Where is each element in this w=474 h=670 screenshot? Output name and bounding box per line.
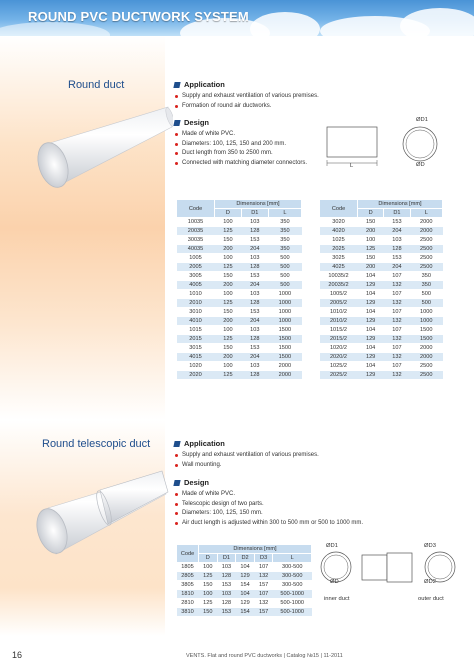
table-cell: 4025 xyxy=(320,263,358,272)
table-cell: 10035/2 xyxy=(320,272,358,281)
table-row xyxy=(177,590,312,599)
header-title: ROUND PVC DUCTWORK SYSTEM xyxy=(28,9,249,24)
diagram-label-d1: ØD1 xyxy=(416,117,428,123)
list-item: Connected with matching diameter connectors. xyxy=(174,159,307,169)
table-cell: 2025/2 xyxy=(320,371,358,380)
table-cell: 150 xyxy=(215,344,242,353)
table-cell: 1005 xyxy=(177,254,215,263)
table-cell: 150 xyxy=(358,218,384,227)
table-cell: 1015/2 xyxy=(320,326,358,335)
table-cell: 200 xyxy=(358,263,384,272)
table-cell: 132 xyxy=(254,599,273,608)
table-cell: 1000 xyxy=(268,308,301,317)
table-row xyxy=(177,335,302,344)
footer-text: VENTS. Flat and round PVC ductworks | Catalog №15 | 11-2011 xyxy=(186,653,343,659)
table-cell: 204 xyxy=(241,353,268,362)
table-cell: 128 xyxy=(241,263,268,272)
table-cell: 1000 xyxy=(268,290,301,299)
table-cell: 1500 xyxy=(268,344,301,353)
table-cell: 2000 xyxy=(268,371,301,380)
tele-application-label: Application xyxy=(184,439,225,448)
table-cell: 100 xyxy=(215,254,242,263)
table-cell: 100 xyxy=(199,590,218,599)
table-row xyxy=(177,371,302,380)
telescopic-duct-pipe-image xyxy=(30,468,170,560)
table-row xyxy=(177,290,302,299)
col-dimensions: Dimensions [mm] xyxy=(215,200,302,209)
round-application-label: Application xyxy=(184,80,225,89)
table-cell: 132 xyxy=(384,353,410,362)
table-cell: 1025 xyxy=(320,236,358,245)
table-cell: 150 xyxy=(215,236,242,245)
table-cell: 3805 xyxy=(177,581,199,590)
table-cell: 125 xyxy=(215,335,242,344)
table-cell: 157 xyxy=(254,581,273,590)
telescopic-duct-table xyxy=(176,544,312,617)
table-cell: 157 xyxy=(254,608,273,617)
col-dimensions: Dimensions [mm] xyxy=(199,545,312,554)
table-cell: 125 xyxy=(358,245,384,254)
table-cell: 154 xyxy=(236,581,255,590)
tele-label-d: ØD xyxy=(330,579,339,585)
table-cell: 125 xyxy=(215,371,242,380)
table-cell: 2500 xyxy=(410,236,442,245)
table-row xyxy=(320,263,443,272)
col-dimensions: Dimensions [mm] xyxy=(358,200,443,209)
section-marker-icon xyxy=(173,441,180,447)
table-cell: 1015 xyxy=(177,326,215,335)
col-l: L xyxy=(273,554,312,563)
table-cell: 10035 xyxy=(177,218,215,227)
table-cell: 132 xyxy=(384,371,410,380)
list-item: Wall mounting. xyxy=(174,461,319,471)
table-row xyxy=(177,281,302,290)
table-row xyxy=(177,245,302,254)
table-row xyxy=(320,317,443,326)
table-row xyxy=(320,281,443,290)
list-item: Telescopic design of two parts. xyxy=(174,500,363,510)
table-cell: 2005/2 xyxy=(320,299,358,308)
table-cell: 4010 xyxy=(177,317,215,326)
table-row xyxy=(320,254,443,263)
table-row xyxy=(177,236,302,245)
table-cell: 128 xyxy=(241,299,268,308)
table-cell: 1000 xyxy=(268,317,301,326)
table-cell: 1805 xyxy=(177,563,199,572)
table-cell: 104 xyxy=(358,362,384,371)
tele-label-d2: ØD2 xyxy=(424,579,436,585)
table-cell: 3005 xyxy=(177,272,215,281)
table-cell: 2010 xyxy=(177,299,215,308)
table-cell: 104 xyxy=(236,563,255,572)
table-cell: 150 xyxy=(358,254,384,263)
table-cell: 3810 xyxy=(177,608,199,617)
table-cell: 500 xyxy=(268,272,301,281)
table-cell: 2000 xyxy=(410,227,442,236)
table-cell: 2015 xyxy=(177,335,215,344)
table-cell: 1005/2 xyxy=(320,290,358,299)
table-cell: 500 xyxy=(268,263,301,272)
round-duct-table-left xyxy=(176,199,302,380)
table-cell: 129 xyxy=(358,317,384,326)
table-cell: 125 xyxy=(215,299,242,308)
table-cell: 150 xyxy=(199,581,218,590)
table-cell: 150 xyxy=(215,308,242,317)
table-cell: 204 xyxy=(384,263,410,272)
telescopic-duct-diagram xyxy=(318,543,460,599)
table-row xyxy=(320,272,443,281)
table-cell: 2000 xyxy=(410,353,442,362)
list-item: Made of white PVC. xyxy=(174,490,363,500)
page-number: 16 xyxy=(12,650,23,660)
table-cell: 2010/2 xyxy=(320,317,358,326)
list-item: Supply and exhaust ventilation of various premises. xyxy=(174,451,319,461)
table-cell: 2500 xyxy=(410,254,442,263)
round-duct-table-right xyxy=(319,199,443,380)
table-cell: 103 xyxy=(241,362,268,371)
table-cell: 2500 xyxy=(410,371,442,380)
table-cell: 107 xyxy=(384,308,410,317)
table-row xyxy=(177,308,302,317)
table-row xyxy=(177,353,302,362)
table-cell: 107 xyxy=(384,272,410,281)
table-cell: 1000 xyxy=(410,317,442,326)
table-cell: 500 xyxy=(268,281,301,290)
table-cell: 20035/2 xyxy=(320,281,358,290)
table-cell: 204 xyxy=(241,281,268,290)
table-cell: 4015 xyxy=(177,353,215,362)
tele-design-label: Design xyxy=(184,478,210,487)
table-cell: 4020 xyxy=(320,227,358,236)
table-cell: 129 xyxy=(358,353,384,362)
table-row xyxy=(320,326,443,335)
col-code: Code xyxy=(177,200,215,218)
table-cell: 100 xyxy=(215,290,242,299)
table-cell: 103 xyxy=(241,218,268,227)
table-cell: 200 xyxy=(215,353,242,362)
table-row xyxy=(177,344,302,353)
table-row xyxy=(177,362,302,371)
table-cell: 1500 xyxy=(268,353,301,362)
table-cell: 350 xyxy=(410,281,442,290)
table-cell: 300-500 xyxy=(273,563,312,572)
table-cell: 128 xyxy=(241,335,268,344)
table-cell: 3010 xyxy=(177,308,215,317)
table-cell: 2500 xyxy=(410,263,442,272)
table-cell: 1020/2 xyxy=(320,344,358,353)
table-row xyxy=(320,227,443,236)
table-cell: 100 xyxy=(215,218,242,227)
table-row xyxy=(320,353,443,362)
table-row xyxy=(177,608,312,617)
round-design-heading xyxy=(174,118,209,127)
list-item: Diameters: 100, 125, 150 and 200 mm. xyxy=(174,140,307,150)
table-cell: 129 xyxy=(358,281,384,290)
list-item: Made of white PVC. xyxy=(174,130,307,140)
table-cell: 132 xyxy=(384,281,410,290)
table-cell: 2810 xyxy=(177,599,199,608)
table-cell: 153 xyxy=(217,608,236,617)
table-cell: 107 xyxy=(254,590,273,599)
table-cell: 107 xyxy=(384,344,410,353)
table-row xyxy=(177,272,302,281)
table-cell: 204 xyxy=(241,245,268,254)
table-cell: 103 xyxy=(217,563,236,572)
table-cell: 153 xyxy=(384,218,410,227)
table-cell: 1010 xyxy=(177,290,215,299)
table-cell: 1500 xyxy=(268,326,301,335)
table-cell: 1810 xyxy=(177,590,199,599)
table-cell: 100 xyxy=(215,362,242,371)
list-item: Air duct length is adjusted within 300 to 500 mm or 500 to 1000 mm. xyxy=(174,519,363,529)
table-cell: 104 xyxy=(358,326,384,335)
col-d: D xyxy=(358,209,384,218)
table-cell: 4005 xyxy=(177,281,215,290)
table-cell: 350 xyxy=(410,272,442,281)
table-cell: 128 xyxy=(384,245,410,254)
table-cell: 350 xyxy=(268,245,301,254)
table-row xyxy=(177,326,302,335)
table-cell: 350 xyxy=(268,236,301,245)
table-cell: 129 xyxy=(358,335,384,344)
table-cell: 40035 xyxy=(177,245,215,254)
round-application-list xyxy=(174,92,319,111)
section-marker-icon xyxy=(173,480,180,486)
section-marker-icon xyxy=(173,120,180,126)
table-cell: 1500 xyxy=(410,326,442,335)
table-row xyxy=(320,290,443,299)
table-cell: 128 xyxy=(241,227,268,236)
round-application-heading xyxy=(174,80,225,89)
table-cell: 500 xyxy=(410,290,442,299)
table-cell: 500 xyxy=(268,254,301,263)
table-cell: 153 xyxy=(241,308,268,317)
table-cell: 128 xyxy=(241,371,268,380)
table-cell: 153 xyxy=(241,344,268,353)
table-cell: 128 xyxy=(217,572,236,581)
tele-design-heading xyxy=(174,478,209,487)
tele-application-list xyxy=(174,451,319,470)
table-cell: 107 xyxy=(384,290,410,299)
table-cell: 204 xyxy=(384,227,410,236)
section-marker-icon xyxy=(173,82,180,88)
table-cell: 200 xyxy=(215,317,242,326)
table-cell: 132 xyxy=(384,335,410,344)
table-row xyxy=(177,572,312,581)
table-cell: 1500 xyxy=(268,335,301,344)
col-d1: D1 xyxy=(241,209,268,218)
tele-application-heading xyxy=(174,439,225,448)
col-code: Code xyxy=(320,200,358,218)
table-cell: 3025 xyxy=(320,254,358,263)
table-cell: 200 xyxy=(358,227,384,236)
table-cell: 500-1000 xyxy=(273,599,312,608)
table-cell: 154 xyxy=(236,608,255,617)
table-cell: 103 xyxy=(241,326,268,335)
diagram-label-l: L xyxy=(350,163,354,169)
telescopic-title: Round telescopic duct xyxy=(42,438,151,450)
round-design-list xyxy=(174,130,307,168)
table-cell: 100 xyxy=(358,236,384,245)
table-cell: 125 xyxy=(215,263,242,272)
table-cell: 2500 xyxy=(410,245,442,254)
table-cell: 350 xyxy=(268,218,301,227)
table-cell: 153 xyxy=(241,272,268,281)
table-cell: 1000 xyxy=(268,299,301,308)
table-cell: 1025/2 xyxy=(320,362,358,371)
table-cell: 103 xyxy=(241,254,268,263)
table-cell: 1020 xyxy=(177,362,215,371)
table-row xyxy=(177,299,302,308)
table-cell: 2000 xyxy=(410,218,442,227)
tele-design-list xyxy=(174,490,363,528)
table-row xyxy=(320,218,443,227)
table-row xyxy=(177,218,302,227)
table-cell: 125 xyxy=(199,599,218,608)
table-cell: 1000 xyxy=(410,308,442,317)
table-cell: 2015/2 xyxy=(320,335,358,344)
list-item: Supply and exhaust ventilation of various premises. xyxy=(174,92,319,102)
table-cell: 3015 xyxy=(177,344,215,353)
table-cell: 100 xyxy=(215,326,242,335)
table-cell: 104 xyxy=(358,308,384,317)
table-cell: 129 xyxy=(358,299,384,308)
table-cell: 2000 xyxy=(410,344,442,353)
table-cell: 153 xyxy=(384,254,410,263)
table-cell: 2025 xyxy=(320,245,358,254)
table-cell: 20035 xyxy=(177,227,215,236)
inner-duct-label: inner duct xyxy=(324,596,350,602)
table-cell: 107 xyxy=(254,563,273,572)
table-cell: 350 xyxy=(268,227,301,236)
table-cell: 129 xyxy=(358,371,384,380)
col-d1: D1 xyxy=(217,554,236,563)
col-d: D xyxy=(215,209,242,218)
table-row xyxy=(320,344,443,353)
table-cell: 104 xyxy=(358,344,384,353)
table-cell: 128 xyxy=(217,599,236,608)
table-cell: 132 xyxy=(384,317,410,326)
round-duct-pipe-image xyxy=(28,105,173,195)
round-design-label: Design xyxy=(184,118,210,127)
table-cell: 132 xyxy=(384,299,410,308)
table-cell: 104 xyxy=(358,272,384,281)
header-banner xyxy=(0,0,474,36)
list-item: Formation of round air ductworks. xyxy=(174,102,319,112)
table-cell: 129 xyxy=(236,599,255,608)
round-duct-title: Round duct xyxy=(68,79,125,91)
table-cell: 1010/2 xyxy=(320,308,358,317)
table-cell: 150 xyxy=(215,272,242,281)
list-item: Duct length from 350 to 2500 mm. xyxy=(174,149,307,159)
tele-label-d3: ØD3 xyxy=(424,543,436,549)
outer-duct-label: outer duct xyxy=(418,596,444,602)
table-row xyxy=(177,227,302,236)
table-cell: 150 xyxy=(199,608,218,617)
table-cell: 2005 xyxy=(177,263,215,272)
table-row xyxy=(320,245,443,254)
col-code: Code xyxy=(177,545,199,563)
table-row xyxy=(320,299,443,308)
table-cell: 300-500 xyxy=(273,581,312,590)
table-row xyxy=(177,599,312,608)
table-cell: 153 xyxy=(241,236,268,245)
table-cell: 100 xyxy=(199,563,218,572)
table-row xyxy=(177,254,302,263)
table-cell: 103 xyxy=(384,236,410,245)
table-row xyxy=(320,308,443,317)
table-cell: 3020 xyxy=(320,218,358,227)
table-row xyxy=(320,335,443,344)
table-cell: 500-1000 xyxy=(273,590,312,599)
list-item: Diameters: 100, 125, 150 mm. xyxy=(174,509,363,519)
table-cell: 132 xyxy=(254,572,273,581)
table-cell: 30035 xyxy=(177,236,215,245)
table-cell: 107 xyxy=(384,326,410,335)
table-cell: 2000 xyxy=(268,362,301,371)
table-cell: 500-1000 xyxy=(273,608,312,617)
table-cell: 200 xyxy=(215,245,242,254)
col-d1: D1 xyxy=(384,209,410,218)
table-cell: 300-500 xyxy=(273,572,312,581)
col-l: L xyxy=(410,209,442,218)
table-cell: 103 xyxy=(241,290,268,299)
table-row xyxy=(177,263,302,272)
tele-label-d1: ØD1 xyxy=(326,543,338,549)
col-l: L xyxy=(268,209,301,218)
table-row xyxy=(320,362,443,371)
col-d: D xyxy=(199,554,218,563)
table-row xyxy=(177,581,312,590)
col-d2: D2 xyxy=(236,554,255,563)
table-cell: 153 xyxy=(217,581,236,590)
table-cell: 107 xyxy=(384,362,410,371)
table-cell: 2805 xyxy=(177,572,199,581)
table-cell: 104 xyxy=(236,590,255,599)
table-row xyxy=(177,317,302,326)
table-cell: 2500 xyxy=(410,362,442,371)
table-cell: 2020 xyxy=(177,371,215,380)
table-cell: 500 xyxy=(410,299,442,308)
table-row xyxy=(320,236,443,245)
table-cell: 200 xyxy=(215,281,242,290)
table-cell: 125 xyxy=(199,572,218,581)
table-cell: 125 xyxy=(215,227,242,236)
table-cell: 204 xyxy=(241,317,268,326)
table-cell: 103 xyxy=(217,590,236,599)
col-d3: D3 xyxy=(254,554,273,563)
table-row xyxy=(320,371,443,380)
table-cell: 2020/2 xyxy=(320,353,358,362)
table-row xyxy=(177,563,312,572)
table-cell: 129 xyxy=(236,572,255,581)
diagram-label-d: ØD xyxy=(416,162,425,168)
table-cell: 1500 xyxy=(410,335,442,344)
table-cell: 104 xyxy=(358,290,384,299)
